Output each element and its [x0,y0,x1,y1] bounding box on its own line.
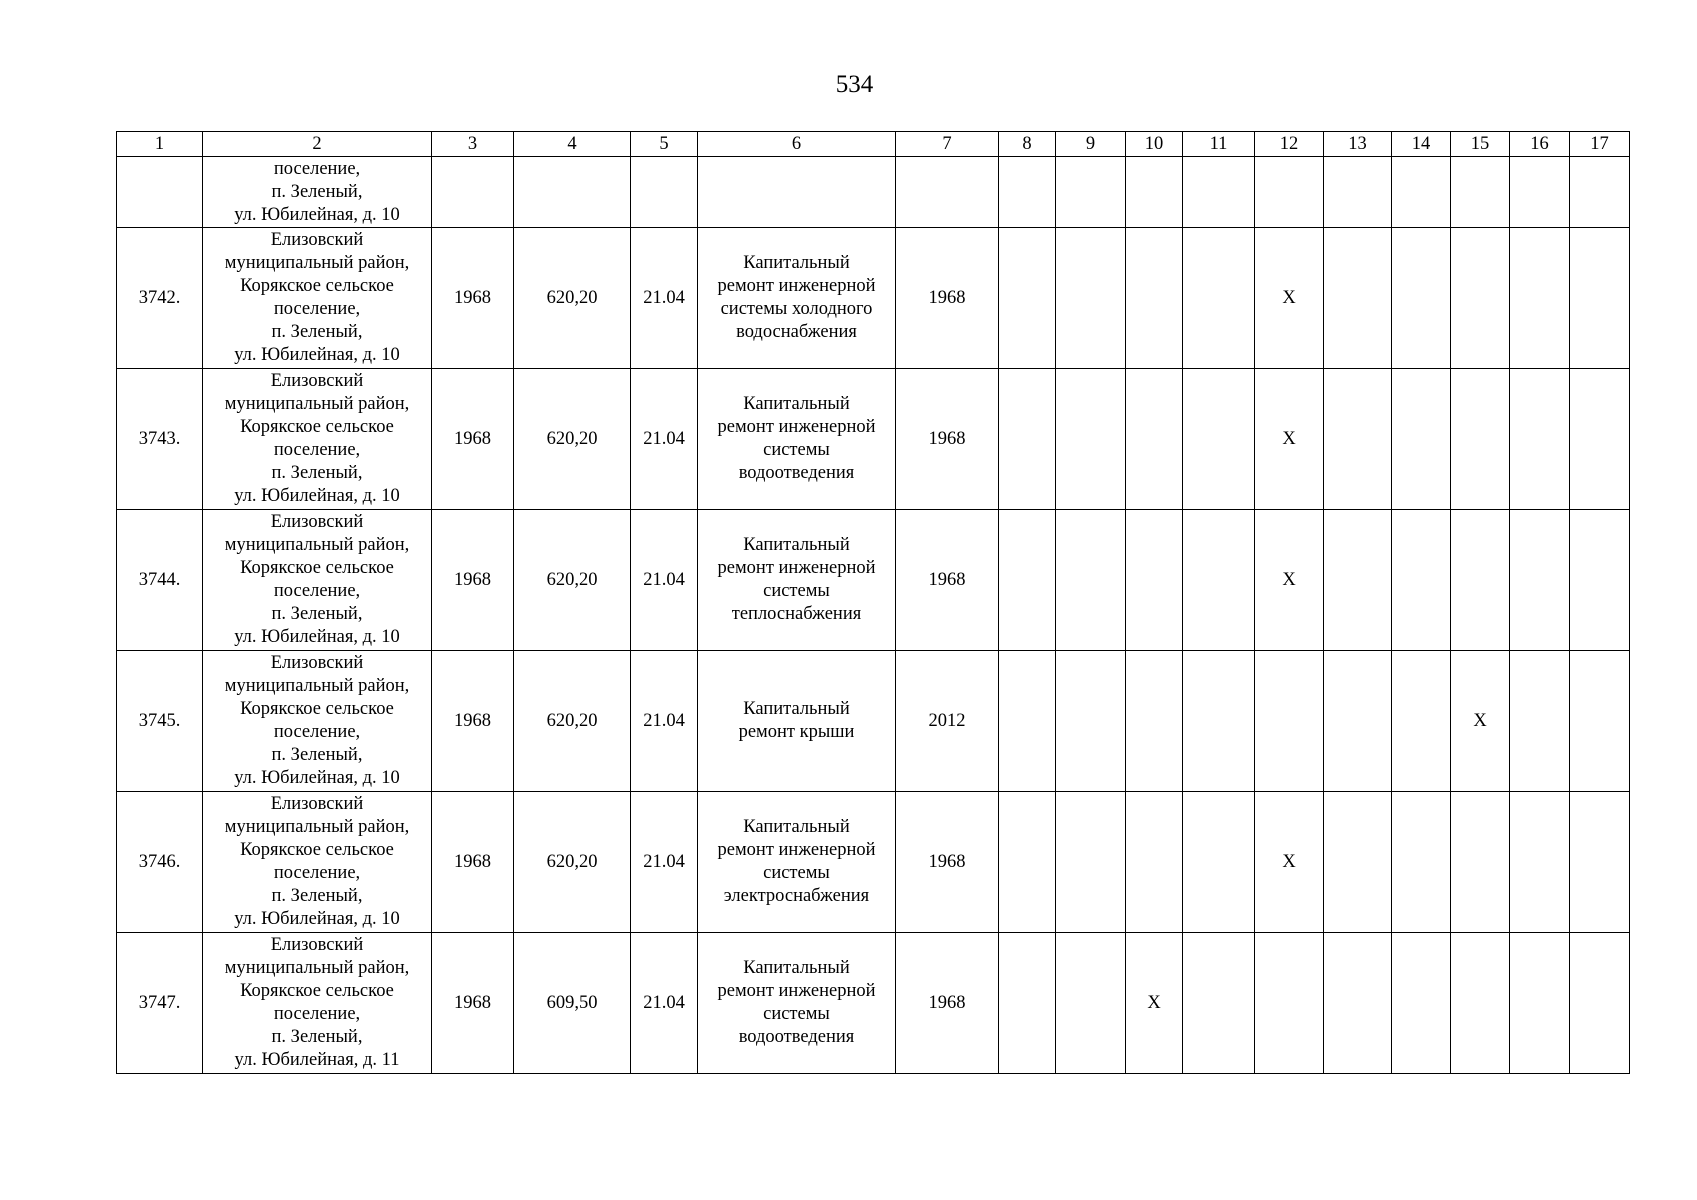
mark-cell [1510,933,1570,1074]
header-cell: 16 [1510,132,1570,157]
year-cell: 1968 [432,369,514,510]
mark-cell [1324,792,1392,933]
row-number-cell: 3742. [117,228,203,369]
mark-cell [1255,651,1324,792]
mark-cell [1324,228,1392,369]
page-number: 534 [835,71,874,98]
year-cell: 1968 [432,651,514,792]
mark-cell [1056,933,1126,1074]
mark-cell [1056,228,1126,369]
mark-cell [999,933,1056,1074]
address-cell: Елизовский муниципальный район, Корякское сельское поселение, п. Зеленый, ул. Юбилейная, д. 10 [203,369,432,510]
header-cell: 9 [1056,132,1126,157]
mark-cell [999,369,1056,510]
work-type-cell: Капитальный ремонт инженерной системы теплоснабжения [698,510,896,651]
empty-cell [1570,157,1630,228]
planned-year-cell: 1968 [896,369,999,510]
work-type-cell: Капитальный ремонт инженерной системы холодного водоснабжения [698,228,896,369]
mark-cell [1570,933,1630,1074]
row-number-cell: 3745. [117,651,203,792]
mark-cell [1183,933,1255,1074]
year-cell: 1968 [432,933,514,1074]
area-cell: 620,20 [514,228,631,369]
mark-cell [1126,792,1183,933]
mark-cell [1510,228,1570,369]
register-table [116,131,1630,1074]
planned-year-cell: 2012 [896,651,999,792]
mark-cell [1324,510,1392,651]
mark-cell [1570,792,1630,933]
mark-cell [1324,651,1392,792]
mark-cell: X [1451,651,1510,792]
work-type-cell: Капитальный ремонт крыши [698,651,896,792]
header-cell: 10 [1126,132,1183,157]
area-cell: 620,20 [514,651,631,792]
header-cell: 4 [514,132,631,157]
mark-cell [1255,933,1324,1074]
row-number-cell: 3747. [117,933,203,1074]
table-row [117,510,1630,651]
address-cell: Елизовский муниципальный район, Корякское сельское поселение, п. Зеленый, ул. Юбилейная, д. 10 [203,228,432,369]
mark-cell: X [1255,792,1324,933]
code-cell: 21.04 [631,228,698,369]
empty-cell [631,157,698,228]
code-cell: 21.04 [631,792,698,933]
mark-cell [1392,228,1451,369]
mark-cell [1451,369,1510,510]
table-row [117,228,1630,369]
table-row [117,933,1630,1074]
mark-cell [1324,933,1392,1074]
header-cell: 8 [999,132,1056,157]
area-cell: 609,50 [514,933,631,1074]
header-cell: 12 [1255,132,1324,157]
area-cell: 620,20 [514,510,631,651]
mark-cell [1183,369,1255,510]
mark-cell: X [1255,510,1324,651]
mark-cell [1392,792,1451,933]
planned-year-cell: 1968 [896,792,999,933]
code-cell: 21.04 [631,510,698,651]
address-cell: Елизовский муниципальный район, Корякское сельское поселение, п. Зеленый, ул. Юбилейная, д. 10 [203,510,432,651]
header-cell: 15 [1451,132,1510,157]
mark-cell [1510,651,1570,792]
mark-cell: X [1126,933,1183,1074]
header-cell: 3 [432,132,514,157]
table-row [117,369,1630,510]
mark-cell [1056,510,1126,651]
planned-year-cell: 1968 [896,933,999,1074]
area-cell: 620,20 [514,369,631,510]
planned-year-cell: 1968 [896,228,999,369]
mark-cell [1570,228,1630,369]
year-cell: 1968 [432,228,514,369]
mark-cell: X [1255,228,1324,369]
header-cell: 6 [698,132,896,157]
row-number-cell [117,157,203,228]
header-cell: 2 [203,132,432,157]
empty-cell [1126,157,1183,228]
mark-cell [1056,651,1126,792]
code-cell: 21.04 [631,933,698,1074]
header-cell: 1 [117,132,203,157]
empty-cell [514,157,631,228]
empty-cell [1183,157,1255,228]
mark-cell [1126,228,1183,369]
row-number-cell: 3744. [117,510,203,651]
empty-cell [1056,157,1126,228]
row-number-cell: 3746. [117,792,203,933]
mark-cell [1570,510,1630,651]
empty-cell [1324,157,1392,228]
work-type-cell: Капитальный ремонт инженерной системы водоотведения [698,933,896,1074]
empty-cell [896,157,999,228]
header-cell: 17 [1570,132,1630,157]
mark-cell [1183,510,1255,651]
mark-cell: X [1255,369,1324,510]
empty-cell [1255,157,1324,228]
address-cell: Елизовский муниципальный район, Корякское сельское поселение, п. Зеленый, ул. Юбилейная, д. 10 [203,651,432,792]
empty-cell [999,157,1056,228]
mark-cell [1324,369,1392,510]
mark-cell [1056,369,1126,510]
address-cell: Елизовский муниципальный район, Корякское сельское поселение, п. Зеленый, ул. Юбилейная, д. 11 [203,933,432,1074]
continuation-row [117,157,1630,228]
mark-cell [1510,510,1570,651]
mark-cell [999,228,1056,369]
mark-cell [1451,792,1510,933]
work-type-cell: Капитальный ремонт инженерной системы водоотведения [698,369,896,510]
mark-cell [1183,228,1255,369]
mark-cell [1126,651,1183,792]
empty-cell [1392,157,1451,228]
mark-cell [1183,792,1255,933]
header-cell: 14 [1392,132,1451,157]
mark-cell [1451,510,1510,651]
address-cell: поселение, п. Зеленый, ул. Юбилейная, д. 10 [203,157,432,228]
empty-cell [1510,157,1570,228]
mark-cell [1056,792,1126,933]
year-cell: 1968 [432,510,514,651]
address-cell: Елизовский муниципальный район, Корякское сельское поселение, п. Зеленый, ул. Юбилейная, д. 10 [203,792,432,933]
header-cell: 5 [631,132,698,157]
empty-cell [432,157,514,228]
header-row [117,132,1630,157]
table-row [117,651,1630,792]
work-type-cell: Капитальный ремонт инженерной системы электроснабжения [698,792,896,933]
empty-cell [698,157,896,228]
mark-cell [1510,792,1570,933]
table-row [117,792,1630,933]
mark-cell [999,792,1056,933]
mark-cell [1510,369,1570,510]
code-cell: 21.04 [631,651,698,792]
header-cell: 7 [896,132,999,157]
mark-cell [1126,369,1183,510]
header-cell: 13 [1324,132,1392,157]
year-cell: 1968 [432,792,514,933]
mark-cell [1392,510,1451,651]
mark-cell [1451,228,1510,369]
mark-cell [1392,369,1451,510]
mark-cell [1570,651,1630,792]
planned-year-cell: 1968 [896,510,999,651]
mark-cell [1392,933,1451,1074]
mark-cell [1570,369,1630,510]
mark-cell [1183,651,1255,792]
area-cell: 620,20 [514,792,631,933]
mark-cell [999,510,1056,651]
header-cell: 11 [1183,132,1255,157]
row-number-cell: 3743. [117,369,203,510]
mark-cell [1451,933,1510,1074]
mark-cell [1126,510,1183,651]
code-cell: 21.04 [631,369,698,510]
mark-cell [999,651,1056,792]
mark-cell [1392,651,1451,792]
empty-cell [1451,157,1510,228]
